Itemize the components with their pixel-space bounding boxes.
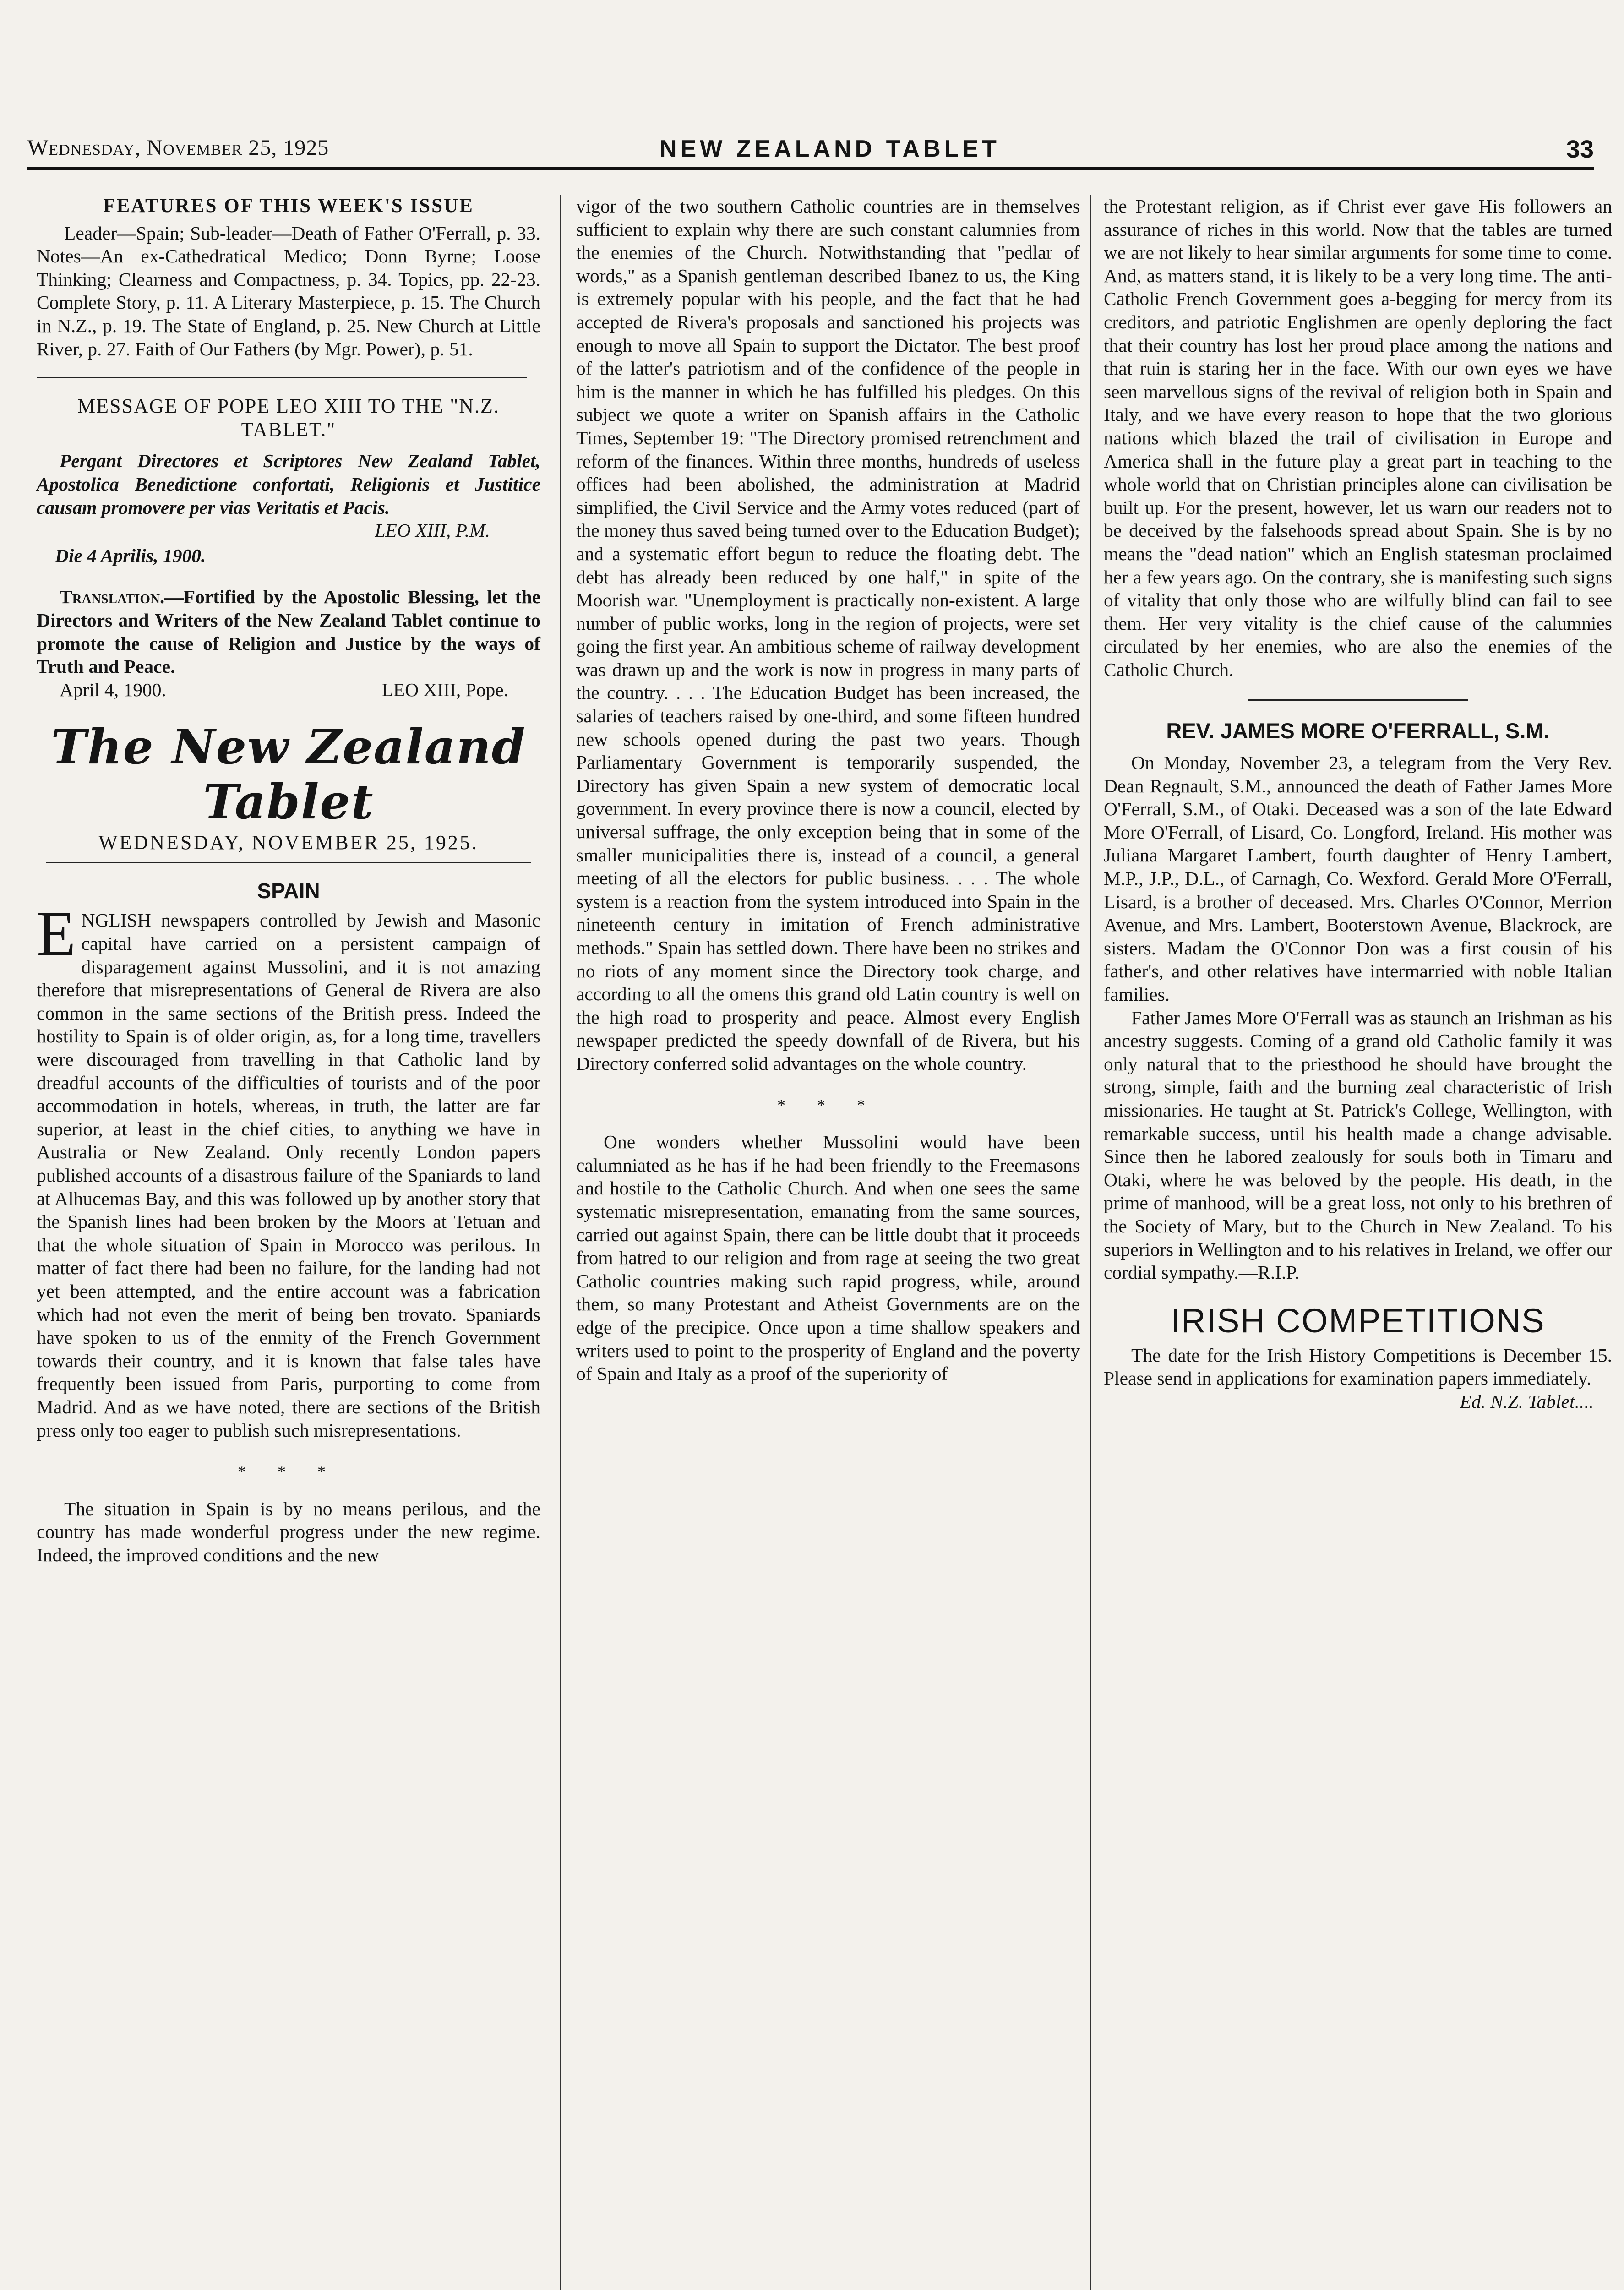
- message-signature: LEO XIII, Pope.: [381, 679, 508, 700]
- column-divider: [560, 195, 561, 2290]
- translation-text: —Fortified by the Apostolic Blessing, let the Directors and Writers of the New Zealand Tablet continue to promote the cause of Religion and Justice by the ways of Truth and Peace.: [37, 586, 540, 677]
- message-title: MESSAGE OF POPE LEO XIII TO THE "N.Z. TABLET.": [77, 395, 500, 441]
- leader-p1: NGLISH newspapers controlled by Jewish and Masonic capital have carried on a persistent campaign of disparagement against Mussolini, and it is not amazing therefore that misrepresentations of General de Rivera are also common in the same sections of the British press. Indeed the hostility to Spain is of older origin, as, for a long time, travellers were discouraged from travelling in that Catholic land by dreadful accounts of the difficulties of tourists and of the poor accommodation in hotels, whereas, in truth, the latter are far superior, at least in the chief cities, to anything we have in Australia or New Zealand. Only recently London papers published accounts of a disastrous failure of the Spaniards to land at Alhucemas Bay, and this was followed up by another story that the Spanish lines had been broken by the Moors at Tetuan and that the whole situation of Spain in Morocco was perilous. In matter of fact there had been no failure, for the landing had not yet been attempted, and the entire account was a fabrication which had not even the merit of being ben trovato. Spaniards have spoken to us of the enmity of the French Government towards their country, and it is known that false tales have frequently been issued from Paris, purporting to come from Madrid. And as we have noted, there are sections of the British press only too eager to publish such misrepresentations.: [37, 910, 540, 1441]
- divider: [37, 377, 527, 378]
- section-stars: * * *: [777, 1096, 879, 1114]
- message-latin: Pergant Directores et Scriptores New Zealand Tablet, Apostolica Benedictione confortati, Religionis et Justitice causam promovere per vias Veritatis et Pacis.: [37, 450, 540, 518]
- obituary-title: REV. JAMES MORE O'FERRALL, S.M.: [1166, 719, 1550, 743]
- column-1: [37, 195, 540, 1567]
- competitions-sign: Ed. N.Z. Tablet....: [1460, 1390, 1594, 1412]
- issue-date: WEDNESDAY, NOVEMBER 25, 1925.: [46, 831, 531, 863]
- translation-label: Translation.: [60, 586, 165, 608]
- message-date: April 4, 1900.: [60, 679, 166, 700]
- features-body: Leader—Spain; Sub-leader—Death of Father O'Ferrall, p. 33. Notes—An ex-Cathedratical Medico; Donn Byrne; Loose Thinking; Clearness and Compactness, p. 34. Topics, pp. 22-23. Complete Story, p. 11. A Literary Masterpiece, p. 15. The Church in N.Z., p. 19. The State of England, p. 25. New Church at Little River, p. 27. Faith of Our Fathers (by Mgr. Power), p. 51.: [37, 222, 540, 360]
- column-3: [1104, 195, 1612, 1413]
- section-stars: * * *: [238, 1462, 339, 1481]
- features-title: FEATURES OF THIS WEEK'S ISSUE: [103, 195, 474, 217]
- message-signoff: [37, 678, 540, 702]
- leader-p2: The situation in Spain is by no means perilous, and the country has made wonderful progress under the new regime. Indeed, the improved conditions and the new: [37, 1498, 540, 1565]
- leader-p5: the Protestant religion, as if Christ ever gave His followers an assurance of riches in this world. Now that the tables are turned we are not likely to hear similar arguments for some time to come. And, as matters stand, it is likely to be a very long time. The anti-Catholic French Government goes a-begging for mercy from its creditors, and patriotic Englishmen are openly deploring the fact that their country has lost her proud place among the nations and that ruin is staring her in the face. With our own eyes we have seen marvellous signs of the revival of religion both in Spain and Italy, and we have every reason to hope that the two glorious nations which blazed the trail of civilisation in Europe and America shall in the future play a great part in teaching to the whole world that on Christian principles alone can civilisation be built up. For the present, however, let us warn our readers not to be deceived by the falsehoods spread about Spain. She is by no means the "dead nation" which an English statesman proclaimed her a few years ago. On the contrary, she is manifesting such signs of vitality that only those who are wilfully blind can fail to see them. Her very vitality is the chief cause of the calumnies circulated by her enemies, who are also the enemies of the Catholic Church.: [1104, 196, 1612, 680]
- message-latin-date: Die 4 Aprilis, 1900.: [55, 545, 206, 566]
- page-number: 33: [1566, 136, 1594, 163]
- header-masthead: NEW ZEALAND TABLET: [659, 136, 1000, 162]
- message-latin-signature: LEO XIII, P.M.: [375, 520, 490, 541]
- leader-paragraph: [37, 898, 540, 1442]
- drop-cap: E: [37, 898, 76, 970]
- column-2: [576, 195, 1080, 1385]
- page-header: [27, 135, 1594, 170]
- paper-title: The New Zealand Tablet: [51, 719, 526, 830]
- obituary-p2: Father James More O'Ferrall was as staunch an Irishman as his ancestry suggests. Coming of a grand old Catholic family it was only natural that to the priesthood he should have brought the strong, simple, faith and the burning zeal characteristic of Irish missionaries. He taught at St. Patrick's College, Wellington, with remarkable success, until his health made a change advisable. Since then he labored zealously for souls both in Timaru and Otaki, where he was beloved by the people. His death, in the prime of manhood, will be a great loss, not only to his brethren of the Society of Mary, but to the Church in New Zealand. To his superiors in Wellington and to his relatives in Ireland, we offer our cordial sympathy.—R.I.P.: [1104, 1007, 1612, 1283]
- header-date: Wednesday, November 25, 1925: [27, 136, 329, 160]
- leader-p4: One wonders whether Mussolini would have been calumniated as he has if he had been friendly to the Freemasons and hostile to the Catholic Church. And when one sees the same systematic misrepresentation, emanating from the same sources, carried out against Spain, there can be little doubt that it proceeds from hatred to our religion and from rage at seeing the two great Catholic countries making such rapid progress, while, around them, so many Protestant and Atheist Governments are on the edge of the precipice. Once upon a time shallow speakers and writers used to point to the prosperity of England and the poverty of Spain and Italy as a proof of the superiority of: [576, 1131, 1080, 1385]
- obituary-p1: On Monday, November 23, a telegram from the Very Rev. Dean Regnault, S.M., announced the death of Father James More O'Ferrall, S.M., of Otaki. Deceased was a son of the late Edward More O'Ferrall, of Lisard, Co. Longford, Ireland. His mother was Juliana Margaret Lambert, fourth daughter of Henry Lambert, M.P., J.P., D.L., of Carnagh, Co. Wexford. Gerald More O'Ferrall, Lisard, is a brother of deceased. Mrs. Charles O'Connor, Merrion Avenue, and Mrs. Lambert, Booterstown Avenue, Blackrock, are sisters. Madam the O'Connor Don was a first cousin of his father's, and other relatives have intermarried with noble Italian families.: [1104, 752, 1612, 1005]
- message-translation: [37, 585, 540, 678]
- competitions-title: IRISH COMPETITIONS: [1171, 1301, 1545, 1340]
- divider: [1248, 699, 1468, 701]
- column-divider: [1090, 195, 1091, 2290]
- leader-title: SPAIN: [257, 878, 320, 903]
- competitions-body: The date for the Irish History Competitions is December 15. Please send in applications for examination papers immediately.: [1104, 1344, 1612, 1389]
- leader-p3: vigor of the two southern Catholic countries are in themselves sufficient to explain why there are such constant calumnies from the enemies of the Church. Notwithstanding that "pedlar of words," as a Spanish gentleman described Ibanez to us, the King is extremely popular with his people, and the fact that he had accepted de Rivera's proposals and sanctioned his projects was enough to move all Spain to support the Dictator. The best proof of the latter's patriotism and of the confidence of the people in him is the manner in which he has fulfilled his pledges. On this subject we quote a writer on Spanish affairs in the Catholic Times, September 19: "The Directory promised retrenchment and reform of the finances. Within three months, hundreds of useless offices had been abolished, the administration at Madrid simplified, the Civil Service and the Army votes reduced (part of the money thus saved being turned over to the Education Budget); and a systematic effort begun to reduce the floating debt. The debt has already been reduced by one half," in spite of the Moorish war. "Unemployment is practically non-existent. A large number of public works, long in the region of projects, were set going the first year. An ambitious scheme of railway development was drawn up and the work is now in progress in many parts of the country. . . . The Education Budget has been increased, the salaries of teachers raised by one-third, and some fifteen hundred new schools opened during the past two years. Though Parliamentary Government is temporarily suspended, the Directory has given Spain a new system of democratic local government. In every province there is now a council, elected by universal suffrage, the only exception being that in some of the smaller municipalities there is, instead of a council, a general meeting of all the electors for public business. . . . The whole system is a reaction from the system introduced into Spain in the nineteenth century in imitation of French administrative methods." Spain has settled down. There have been no strikes and no riots of any moment since the Directory took charge, and according to all the omens this grand old Latin country is well on the high road to prosperity and peace. Almost every English newspaper predicted the speedy downfall of de Rivera, but his Directory conferred solid advantages on the whole country.: [576, 196, 1080, 1074]
